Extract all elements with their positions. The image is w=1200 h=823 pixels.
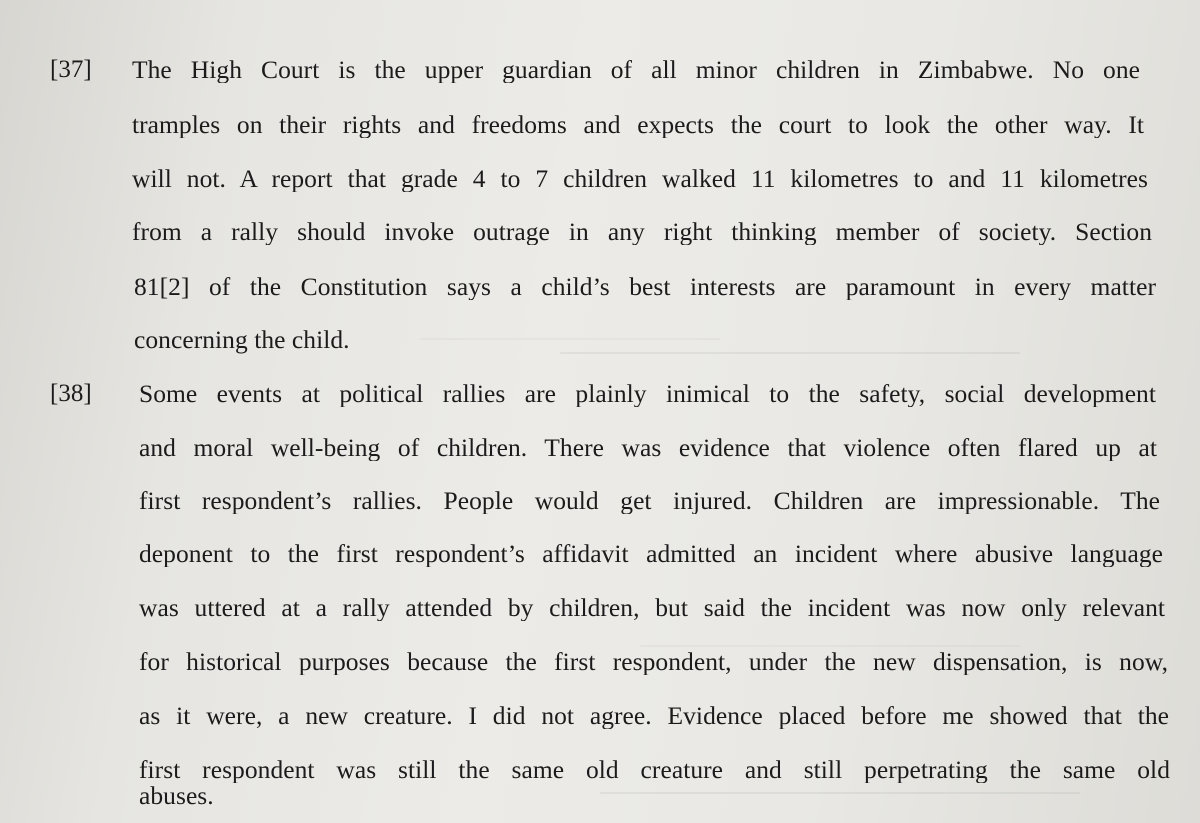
paragraph-line: and moral well-being of children. There was evidence that violence often flared up at [139,435,1157,461]
bleed-through-mark [420,338,720,340]
paragraph-line: deponent to the first respondent’s affidavit admitted an incident where abusive language [139,541,1163,567]
paragraph-line: The High Court is the upper guardian of all minor children in Zimbabwe. No one [132,57,1140,83]
paragraph-line: for historical purposes because the first respondent, under the new dispensation, is now, [139,649,1168,675]
bleed-through-mark [560,352,1020,354]
paragraph-line: abuses. [139,781,214,810]
paragraph-line: concerning the child. [134,325,350,354]
paragraph-number: [37] [50,56,92,83]
paragraph-line: 81[2] of the Constitution says a child’s best interests are paramount in every matter [134,274,1156,300]
paragraph-line: first respondent’s rallies. People would get injured. Children are impressionable. The [139,488,1160,514]
paragraph-number: [38] [50,380,92,407]
paragraph-line: tramples on their rights and freedoms and expects the court to look the other way. It [132,112,1144,138]
bleed-through-mark [640,645,1020,647]
paragraph-line: first respondent was still the same old creature and still perpetrating the same old [139,757,1170,783]
paragraph-line: will not. A report that grade 4 to 7 children walked 11 kilometres to and 11 kilometres [132,166,1148,192]
paragraph-line: as it were, a new creature. I did not agree. Evidence placed before me showed that the [139,703,1169,729]
paragraph-line: Some events at political rallies are plainly inimical to the safety, social development [139,381,1156,407]
bleed-through-mark [600,792,1080,794]
paragraph-line: was uttered at a rally attended by children, but said the incident was now only relevant [139,595,1165,621]
paragraph-line: from a rally should invoke outrage in any right thinking member of society. Section [132,219,1152,245]
